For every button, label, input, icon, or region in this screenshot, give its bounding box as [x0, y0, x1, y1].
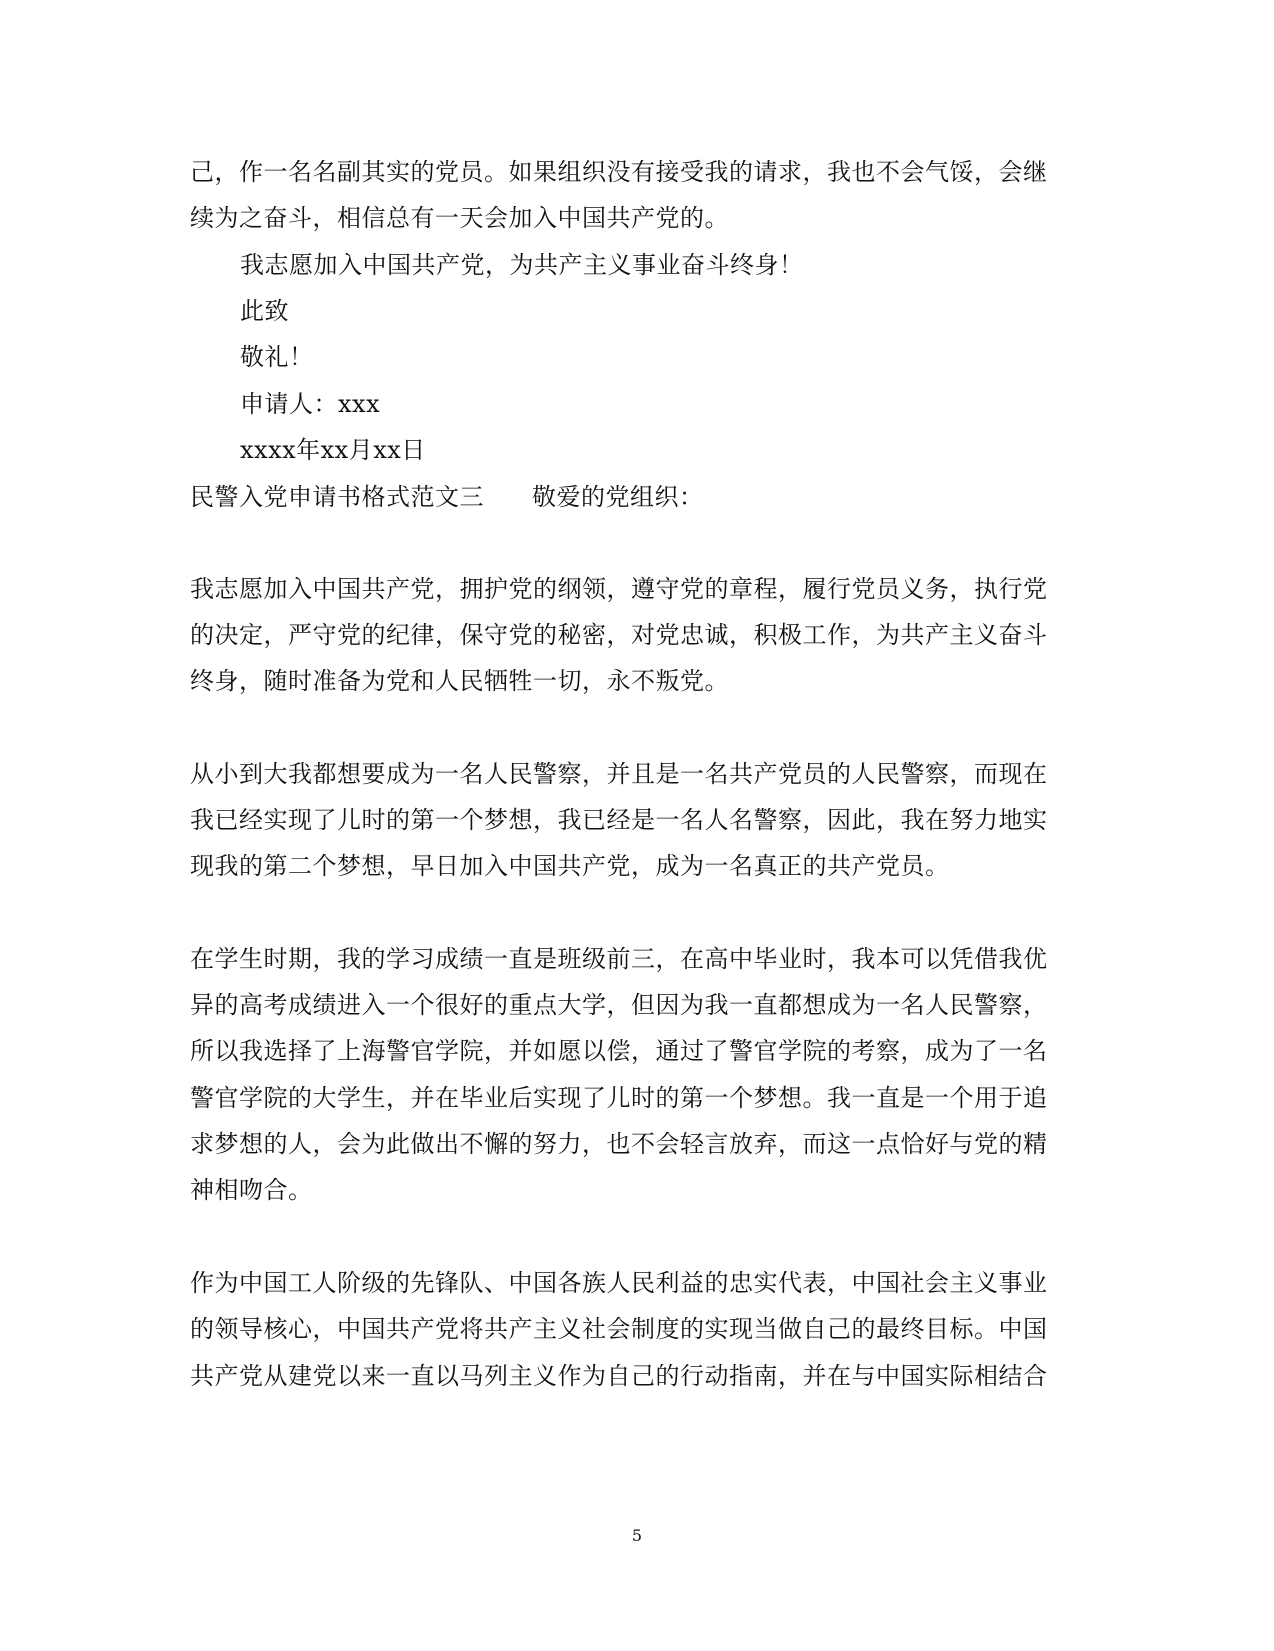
- paragraph-line: 我已经实现了儿时的第一个梦想，我已经是一名人名警察，因此，我在努力地实: [190, 806, 1048, 834]
- paragraph-line: 共产党从建党以来一直以马列主义作为自己的行动指南，并在与中国实际相结合: [190, 1362, 1048, 1390]
- salutation-cizhi: 此致: [240, 297, 289, 325]
- section-heading: [190, 482, 1090, 512]
- paragraph-line: 警官学院的大学生，并在毕业后实现了儿时的第一个梦想。我一直是一个用于追: [190, 1084, 1048, 1112]
- paragraph-line: 神相吻合。: [190, 1176, 313, 1204]
- paragraph-line: 的决定，严守党的纪律，保守党的秘密，对党忠诚，积极工作，为共产主义奋斗: [190, 621, 1048, 649]
- application-date: xxxx年xx月xx日: [240, 436, 426, 464]
- paragraph-line: 己，作一名名副其实的党员。如果组织没有接受我的请求，我也不会气馁，会继: [190, 158, 1048, 186]
- paragraph-line: 的领导核心，中国共产党将共产主义社会制度的实现当做自己的最终目标。中国: [190, 1315, 1048, 1343]
- paragraph-line: 作为中国工人阶级的先锋队、中国各族人民利益的忠实代表，中国社会主义事业: [190, 1269, 1048, 1297]
- paragraph-line: 现我的第二个梦想，早日加入中国共产党，成为一名真正的共产党员。: [190, 852, 950, 880]
- paragraph-line: 从小到大我都想要成为一名人民警察，并且是一名共产党员的人民警察，而现在: [190, 760, 1048, 788]
- paragraph-line: 求梦想的人，会为此做出不懈的努力，也不会轻言放弃，而这一点恰好与党的精: [190, 1130, 1048, 1158]
- section-title: 民警入党申请书格式范文三: [190, 483, 484, 511]
- paragraph-line: 终身，随时准备为党和人民牺牲一切，永不叛党。: [190, 667, 729, 695]
- page-number: 5: [631, 1526, 643, 1545]
- salutation-jingli: 敬礼！: [240, 343, 314, 371]
- paragraph-line: 异的高考成绩进入一个很好的重点大学，但因为我一直都想成为一名人民警察，: [190, 991, 1048, 1019]
- paragraph-line: 在学生时期，我的学习成绩一直是班级前三，在高中毕业时，我本可以凭借我优: [190, 945, 1048, 973]
- closing-statement: 我志愿加入中国共产党，为共产主义事业奋斗终身！: [240, 251, 804, 279]
- applicant-signature: 申请人：xxx: [240, 390, 381, 418]
- letter-greeting: 敬爱的党组织：: [532, 483, 704, 511]
- paragraph-line: 我志愿加入中国共产党，拥护党的纲领，遵守党的章程，履行党员义务，执行党: [190, 575, 1048, 603]
- paragraph-line: 续为之奋斗，相信总有一天会加入中国共产党的。: [190, 204, 729, 232]
- paragraph-line: 所以我选择了上海警官学院，并如愿以偿，通过了警官学院的考察，成为了一名: [190, 1037, 1048, 1065]
